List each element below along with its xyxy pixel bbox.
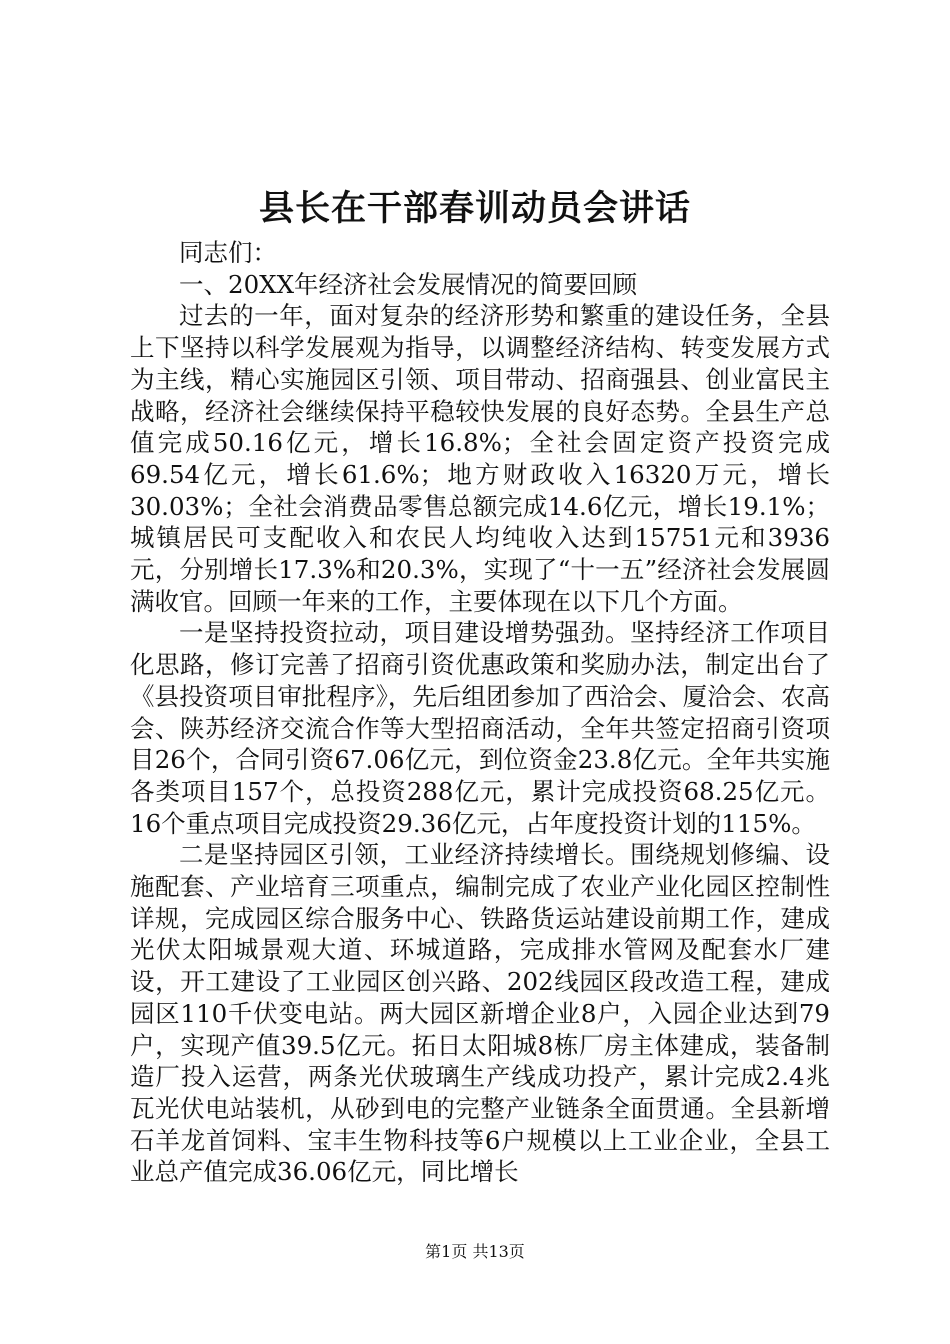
paragraph: 一是坚持投资拉动，项目建设增势强劲。坚持经济工作项目化思路，修订完善了招商引资优惠政策和奖励办法，制定出台了《县投资项目审批程序》，先后组团参加了西洽会、厦洽会、农高会、陕苏经济交流合作等大型招商活动，全年共签定招商引资项目26个，合同引资67.06亿元，到位资金23.8亿元。全年共实施各类项目157个，总投资288亿元，累计完成投资68.25亿元。16个重点项目完成投资29.36亿元，占年度投资计划的115%。: [130, 618, 830, 838]
document-title: 县长在干部春训动员会讲话: [258, 188, 691, 229]
document-body: [130, 237, 830, 1188]
paragraph: 二是坚持园区引领，工业经济持续增长。围绕规划修编、设施配套、产业培育三项重点，编制完成了农业产业化园区控制性详规，完成园区综合服务中心、铁路货运站建设前期工作，建成光伏太阳城景观大道、环城道路，完成排水管网及配套水厂建设，开工建设了工业园区创兴路、202线园区段改造工程，建成园区110千伏变电站。两大园区新增企业8户，入园企业达到79户，实现产值39.5亿元。拓日太阳城8栋厂房主体建成，装备制造厂投入运营，两条光伏玻璃生产线成功投产，累计完成2.4兆瓦光伏电站装机，从砂到电的完整产业链条全面贯通。全县新增石羊龙首饲料、宝丰生物科技等6户规模以上工业企业，全县工业总产值完成36.06亿元，同比增长: [130, 840, 830, 1187]
page-footer: 第1页 共13页: [425, 1242, 525, 1261]
section-heading: 一、20XX年经济社会发展情况的简要回顾: [179, 269, 638, 299]
salutation: 同志们：: [179, 238, 277, 267]
paragraph: 过去的一年，面对复杂的经济形势和繁重的建设任务，全县上下坚持以科学发展观为指导，以调整经济结构、转变发展方式为主线，精心实施园区引领、项目带动、招商强县、创业富民主战略，经济社会继续保持平稳较快发展的良好态势。全县生产总值完成50.16亿元，增长16.8%；全社会固定资产投资完成69.54亿元，增长61.6%；地方财政收入16320万元，增长30.03%；全社会消费品零售总额完成14.6亿元，增长19.1%；城镇居民可支配收入和农民人均纯收入达到15751元和3936元，分别增长17.3%和20.3%，实现了“十一五”经济社会发展圆满收官。回顾一年来的工作，主要体现在以下几个方面。: [130, 301, 830, 616]
